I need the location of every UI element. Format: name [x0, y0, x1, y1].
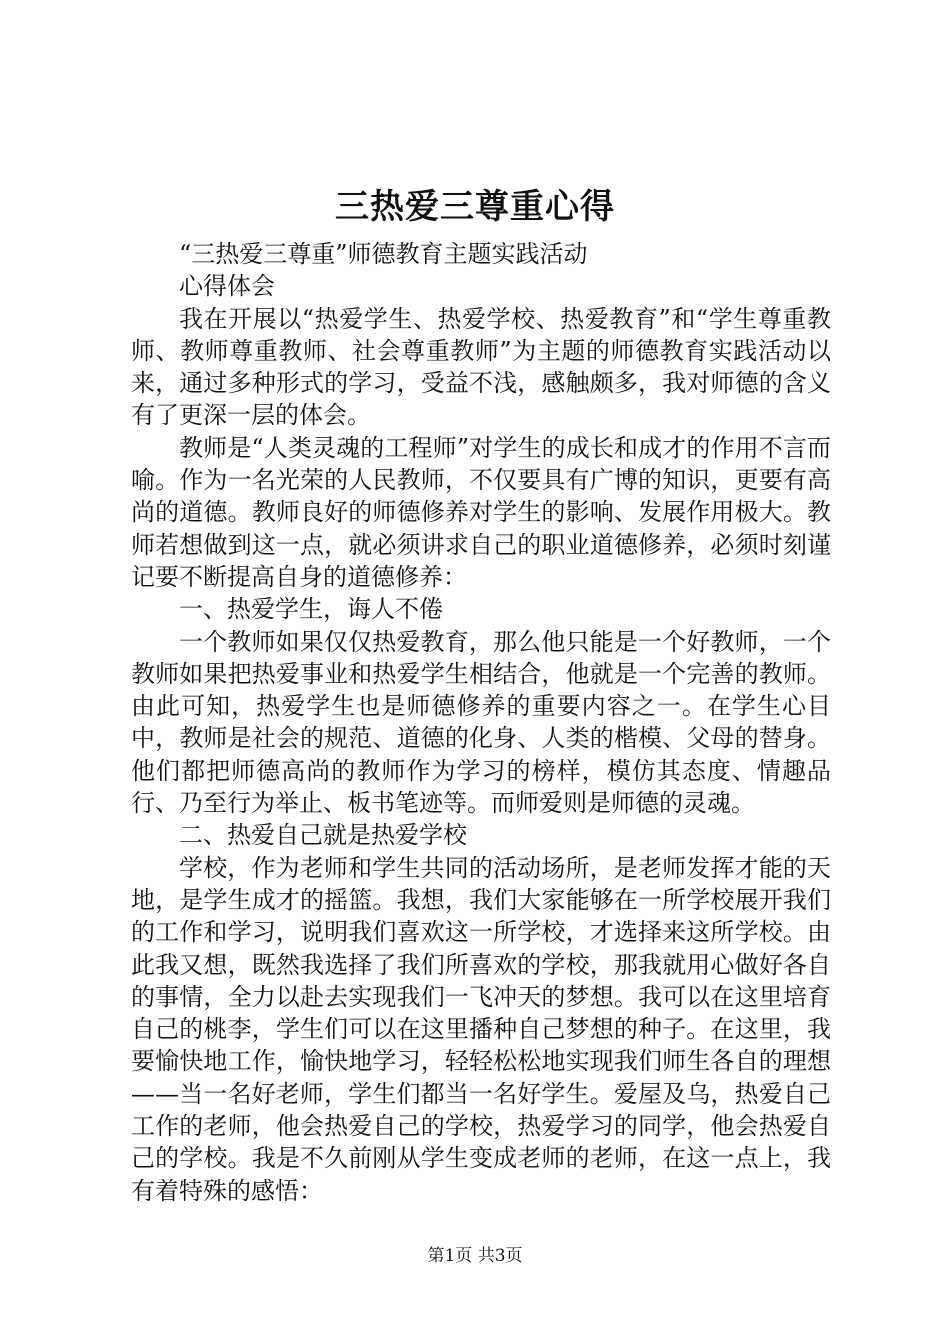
- section-heading-2: 二、热爱自己就是热爱学校: [179, 821, 467, 850]
- paragraph-intro: 我在开展以“热爱学生、热爱学校、热爱教育”和“学生尊重教师、教师尊重教师、社会尊重教师”为主题的师德教育实践活动以来，通过多种形式的学习，受益不浅，感触颇多，我对师德的含义有了更深一层的体会。: [131, 304, 831, 430]
- document-body: [131, 238, 831, 1207]
- section-heading-1: 一、热爱学生，诲人不倦: [179, 595, 443, 624]
- paragraph-teacher-role: 教师是“人类灵魂的工程师”对学生的成长和成才的作用不言而喻。作为一名光荣的人民教师，不仅要具有广博的知识，更要有高尚的道德。教师良好的师德修养对学生的影响、发展作用极大。教师若想做到这一点，就必须讲求自己的职业道德修养，必须时刻谨记要不断提高自身的道德修养：: [131, 433, 831, 591]
- document-title: 三热爱三尊重心得: [335, 187, 615, 227]
- paragraph-love-students: 一个教师如果仅仅热爱教育，那么他只能是一个好教师，一个教师如果把热爱事业和热爱学生相结合，他就是一个完善的教师。由此可知，热爱学生也是师德修养的重要内容之一。在学生心目中，教师是社会的规范、道德的化身、人类的楷模、父母的替身。他们都把师德高尚的教师作为学习的榜样，模仿其态度、情趣品行、乃至行为举止、板书笔迹等。而师爱则是师德的灵魂。: [131, 627, 831, 818]
- paragraph-love-school: 学校，作为老师和学生共同的活动场所，是老师发挥才能的天地，是学生成才的摇篮。我想，我们大家能够在一所学校展开我们的工作和学习，说明我们喜欢这一所学校，才选择来这所学校。由此我又想，既然我选择了我们所喜欢的学校，那我就用心做好各自的事情，全力以赴去实现我们一飞冲天的梦想。我可以在这里培育自己的桃李，学生们可以在这里播种自己梦想的种子。在这里，我要愉快地工作，愉快地学习，轻轻松松地实现我们师生各自的理想——当一名好老师，学生们都当一名好学生。爱屋及乌，热爱自己工作的老师，他会热爱自己的学校，热爱学习的同学，他会热爱自己的学校。我是不久前刚从学生变成老师的老师，在这一点上，我有着特殊的感悟：: [131, 853, 831, 1205]
- paragraph-subtitle-line2: 心得体会: [179, 272, 275, 301]
- page-footer: 第1页 共3页: [427, 1246, 523, 1266]
- paragraph-subtitle-line1: “三热爱三尊重”师德教育主题实践活动: [179, 240, 588, 268]
